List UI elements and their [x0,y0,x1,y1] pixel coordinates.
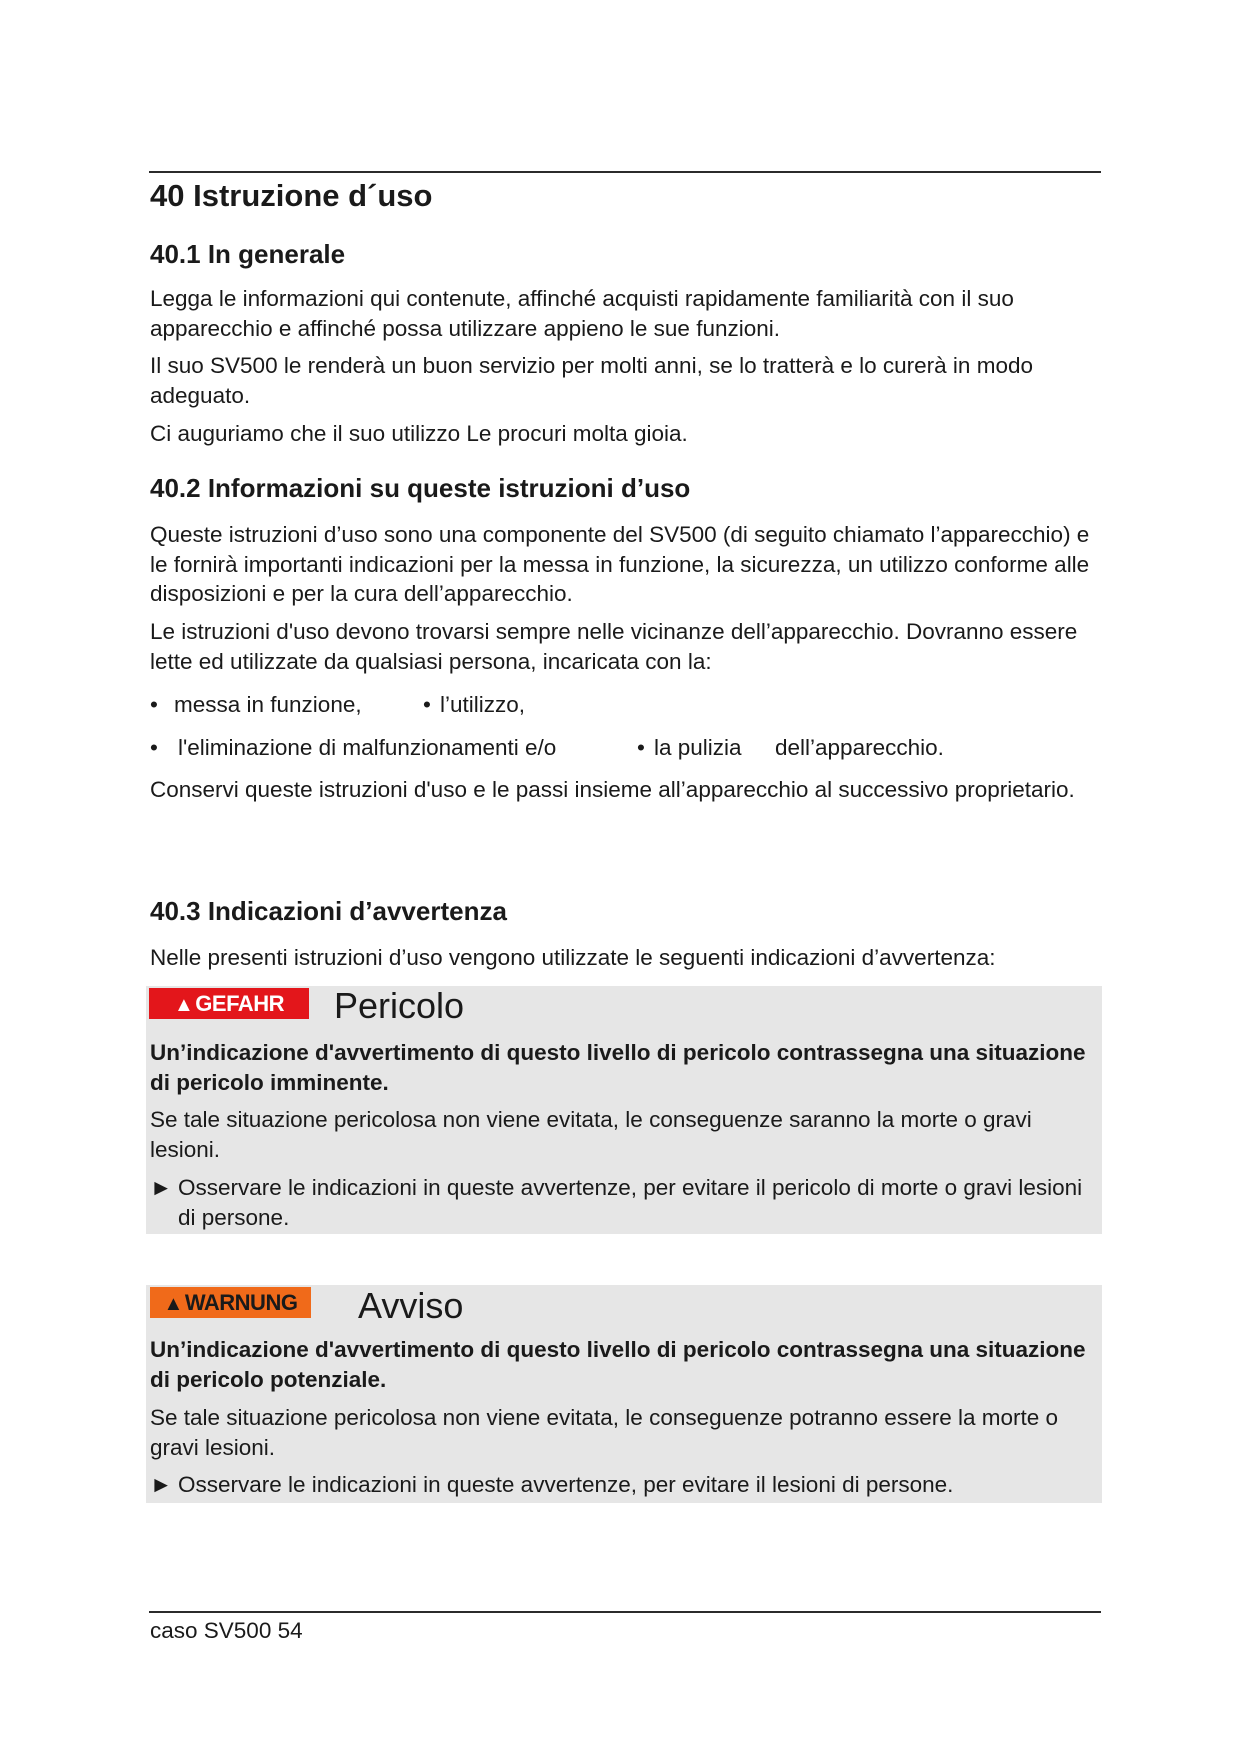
list-item: messa in funzione, [174,692,362,717]
paragraph: Conservi queste istruzioni d'uso e le passi insieme all’apparecchio al successivo proprietario. [150,777,1075,802]
bullet-icon: • [423,692,431,717]
section-heading-40-2: 40.2 Informazioni su queste istruzioni d’uso [150,473,691,503]
paragraph: Ci auguriamo che il suo utilizzo Le procuri molta gioia. [150,421,688,446]
chapter-title: 40 Istruzione d´uso [150,178,433,213]
page-footer: caso SV500 54 [150,1618,303,1643]
list-item-tail: dell’apparecchio. [775,735,944,760]
warning-text: Se tale situazione pericolosa non viene evitata, le conseguenze potranno essere la morte o gravi lesioni. [150,1405,1059,1460]
arrow-right-icon: ► [150,1175,173,1200]
footer-rule [149,1611,1101,1613]
warning-bold-text: Un’indicazione d'avvertimento di questo livello di pericolo contrassegna una situazione di pericolo potenziale. [150,1337,1086,1392]
paragraph: Il suo SV500 le renderà un buon servizio per molti anni, se lo tratterà e lo curerà in modo adeguato. [150,353,1033,408]
list-item: la pulizia [654,735,742,760]
warning-instruction [150,1173,1090,1232]
warning-instruction-text: Osservare le indicazioni in queste avvertenze, per evitare il lesioni di persone. [178,1472,954,1497]
warning-triangle-icon: ▲ [174,994,194,1016]
warning-box-danger [146,986,1102,1234]
paragraph: Queste istruzioni d’uso sono una componente del SV500 (di seguito chiamato l’apparecchio) e le fornirà importanti indicazioni per la messa in funzione, la sicurezza, un utilizzo conforme alle disposizioni e per la cura dell’apparecchio. [150,522,1090,606]
paragraph: Nelle presenti istruzioni d’uso vengono utilizzate le seguenti indicazioni d’avvertenza: [150,945,996,970]
list-item: l’utilizzo, [440,692,526,717]
warning-triangle-icon: ▲ [163,1293,183,1315]
warning-bold-text: Un’indicazione d'avvertimento di questo livello di pericolo contrassegna una situazione di pericolo imminente. [150,1040,1086,1095]
section-heading-40-3: 40.3 Indicazioni d’avvertenza [150,896,507,926]
arrow-right-icon: ► [150,1472,173,1497]
warning-instruction [150,1470,1090,1500]
danger-tag-label: GEFAHR [195,991,284,1016]
bullet-icon: • [150,692,158,717]
paragraph: Le istruzioni d'uso devono trovarsi sempre nelle vicinanze dell’apparecchio. Dovranno essere lette ed utilizzate da qualsiasi persona, incaricata con la: [150,619,1078,674]
warning-title: Avviso [358,1285,464,1326]
section-heading-40-1: 40.1 In generale [150,239,346,269]
bullet-icon: • [150,735,158,760]
warning-tag [150,1287,311,1318]
warning-text: Se tale situazione pericolosa non viene evitata, le conseguenze saranno la morte o gravi lesioni. [150,1107,1032,1162]
paragraph: Legga le informazioni qui contenute, affinché acquisti rapidamente familiarità con il suo apparecchio e affinché possa utilizzare appieno le sue funzioni. [150,286,1014,341]
bullet-list-row-2 [150,733,944,763]
header-rule [149,171,1101,173]
warning-instruction-text: Osservare le indicazioni in queste avvertenze, per evitare il pericolo di morte o gravi lesioni di persone. [178,1175,1083,1230]
warning-title: Pericolo [334,985,465,1026]
bullet-icon: • [637,735,645,760]
list-item: l'eliminazione di malfunzionamenti e/o [178,735,557,760]
warning-tag-label: WARNUNG [184,1290,298,1315]
bullet-list-row-1 [150,690,526,720]
danger-tag [149,988,309,1019]
warning-box-warning [146,1285,1102,1503]
